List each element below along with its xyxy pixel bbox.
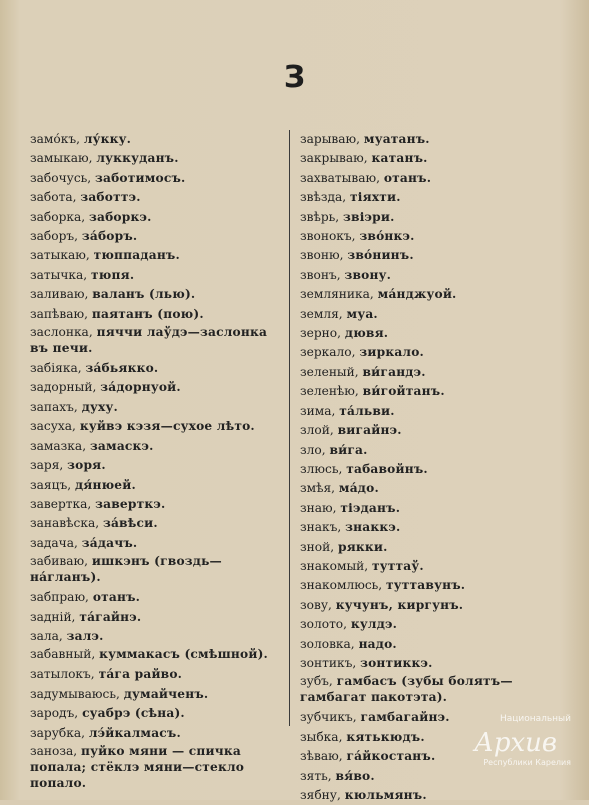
dictionary-entry [30,514,282,533]
entry-translation: тіяхти. [350,190,401,205]
dictionary-entry [300,518,562,537]
entry-translation: звону. [344,267,392,282]
entry-headword: задній, [30,609,76,624]
entry-headword: знакомлюсь, [300,578,383,593]
entry-headword: зову, [300,597,332,612]
dictionary-entry [30,534,282,553]
dictionary-entry [30,359,282,378]
entry-translation: вигайнэ. [337,423,402,438]
dictionary-entry [30,417,282,436]
entry-translation: за́вѣси. [102,516,158,531]
entry-headword: забочусь, [30,170,92,185]
archive-watermark [415,714,575,774]
dictionary-entry [30,608,282,627]
entry-headword: злой, [300,423,334,438]
entry-translation: луккуданъ. [96,151,179,166]
entry-headword: забіяка, [30,361,82,376]
dictionary-entry [30,149,282,168]
entry-headword: заливаю, [30,287,89,302]
entry-translation: за́боръ. [81,229,138,244]
dictionary-entry [300,596,562,615]
dictionary-entry [300,538,562,557]
entry-translation: тюпя. [91,267,135,282]
entry-translation: знаккэ. [345,520,401,535]
entry-headword: земля, [300,306,343,321]
entry-translation: лэ́йкалмасъ. [88,725,181,740]
entry-headword: зять, [300,768,332,783]
entry-translation: вя́во. [335,768,375,783]
entry-headword: забпраю, [30,590,89,605]
entry-translation: надо. [358,636,397,651]
dictionary-entry [30,495,282,514]
dictionary-entry [30,476,282,495]
dictionary-entry [30,685,282,704]
entry-translation: ма́нджуой. [377,287,457,302]
dictionary-entry [300,188,562,207]
entry-translation: залэ. [66,628,104,643]
entry-headword: заря, [30,458,64,473]
watermark-logo-text: Архив [474,728,557,758]
entry-translation: паятанъ (пою). [91,306,204,321]
entry-translation: кулдэ. [350,617,398,632]
dictionary-entry [30,324,282,356]
entry-translation: заботтэ. [80,190,141,205]
dictionary-entry [300,635,562,654]
dictionary-entry [300,557,562,576]
dictionary-entry [300,130,562,149]
entry-headword: забиваю, [30,554,88,569]
dictionary-entry [30,437,282,456]
dictionary-entry [30,743,282,791]
entry-headword: змѣя, [300,481,336,496]
entry-headword: заборка, [30,209,86,224]
entry-translation: ви́гандэ. [362,364,426,379]
entry-translation: думайченъ. [123,686,209,701]
dictionary-entry [300,673,562,705]
column-divider [289,130,290,726]
entry-translation: куйвэ кэзя—сухое лѣто. [79,419,255,434]
watermark-sub-text: Республики Карелия [483,758,571,767]
entry-translation: пяччи лаўдэ—заслонка въ печи. [30,325,268,356]
entry-translation: заборкэ. [89,209,152,224]
entry-headword: затылокъ, [30,667,95,682]
entry-headword: зубъ, [300,674,333,689]
entry-headword: звѣрь, [300,209,340,224]
dictionary-entry [30,646,282,662]
dictionary-entry [300,208,562,227]
watermark-top-text: Национальный [499,714,571,724]
entry-headword: зябну, [300,788,341,802]
dictionary-entry [300,402,562,421]
dictionary-entry [300,421,562,440]
entry-headword: завертка, [30,496,92,511]
dictionary-entry [300,576,562,595]
entry-translation: пуйко мяни — спичка попала; стёклэ мяни—стекло попало. [30,743,245,790]
entry-headword: звонокъ, [300,229,356,244]
dictionary-entry [300,499,562,518]
entry-translation: куммакасъ (смѣшной). [99,647,269,662]
entry-translation: дя́нюей. [74,477,136,492]
dictionary-entry [30,266,282,285]
left-column [30,130,282,794]
entry-translation: рякки. [337,539,388,554]
entry-headword: зубчикъ, [300,710,357,725]
entry-headword: заяцъ, [30,477,72,492]
entry-headword: замыкаю, [30,151,93,166]
entry-headword: знаю, [300,500,337,515]
dictionary-entry [30,553,282,585]
entry-translation: ишкэнъ (гвоздь—на́гланъ). [30,554,222,585]
dictionary-entry [30,188,282,207]
entry-translation: лу́кку. [83,132,132,146]
entry-translation: кятькюдъ. [346,729,425,744]
dictionary-entry [30,704,282,723]
entry-headword: забота, [30,190,77,205]
right-column [300,130,562,805]
dictionary-entry [300,786,562,805]
entry-translation: валанъ (лью). [92,287,196,302]
entry-headword: зонтикъ, [300,655,357,670]
entry-headword: зала, [30,628,63,643]
entry-headword: зерно, [300,326,341,341]
entry-headword: занавѣска, [30,516,100,531]
dictionary-entry [30,456,282,475]
entry-translation: гамбагайнэ. [360,710,450,725]
entry-headword: злюсь, [300,461,343,476]
entry-headword: забавный, [30,647,96,662]
entry-translation: туттаў. [372,558,424,573]
entry-headword: зарываю, [300,132,361,146]
dictionary-entry [30,378,282,397]
entry-headword: знакъ, [300,520,342,535]
dictionary-entry [300,305,562,324]
entry-headword: зеленый, [300,364,359,379]
entry-translation: табавойнъ. [346,461,428,476]
entry-translation: за́дачъ. [81,535,138,550]
entry-headword: зыбка, [300,729,343,744]
entry-headword: захватываю, [300,170,380,185]
dictionary-entry [300,149,562,168]
entry-headword: золовка, [300,636,355,651]
dictionary-entry [300,169,562,188]
entry-translation: гамбасъ (зубы болятъ— гамбагат пакотэта). [300,674,513,705]
dictionary-entry [300,285,562,304]
entry-translation: за́дорнуой. [100,380,181,395]
entry-translation: ви́гойтанъ. [362,384,445,399]
dictionary-entry [300,266,562,285]
entry-translation: туттавунъ. [386,578,466,593]
entry-headword: закрываю, [300,151,368,166]
dictionary-entry [300,363,562,382]
entry-headword: задорный, [30,380,97,395]
entry-translation: суабрэ (сѣна). [82,706,185,721]
entry-translation: та́льви. [339,403,395,418]
entry-headword: зѣваю, [300,749,343,764]
entry-headword: заноза, [30,743,78,758]
entry-translation: та́гайнэ. [79,609,142,624]
entry-headword: зеркало, [300,345,356,360]
entry-translation: за́бьякко. [85,361,159,376]
entry-translation: кучунъ, киргунъ. [335,597,464,612]
entry-translation: муатанъ. [363,132,430,146]
dictionary-entry [300,479,562,498]
entry-translation: та́га райво. [98,667,183,682]
entry-headword: зной, [300,539,335,554]
entry-translation: катанъ. [371,151,428,166]
entry-translation: га́йкостанъ. [346,749,436,764]
entry-translation: кюльмянъ. [344,788,427,802]
entry-translation: зонтиккэ. [360,655,433,670]
dictionary-entry [30,665,282,684]
entry-headword: зарубка, [30,725,85,740]
entry-headword: засуха, [30,419,76,434]
dictionary-entry [300,441,562,460]
entry-translation: зво́нинъ. [347,248,414,263]
entry-headword: заборъ, [30,229,79,244]
entry-headword: звоню, [300,248,344,263]
entry-headword: затыкаю, [30,248,90,263]
dictionary-entry [300,382,562,401]
entry-translation: духу. [81,399,118,414]
dictionary-entry [30,627,282,646]
entry-headword: затычка, [30,267,88,282]
entry-headword: замо́къ, [30,132,80,146]
section-letter: З [283,60,306,95]
entry-translation: звіэри. [343,209,395,224]
entry-translation: отанъ. [92,590,141,605]
dictionary-entry [30,305,282,324]
dictionary-entry [30,169,282,188]
entry-headword: звонъ, [300,267,341,282]
entry-headword: зло, [300,442,326,457]
dictionary-entry [30,130,282,149]
entry-headword: заслонка, [30,325,93,340]
dictionary-entry [300,460,562,479]
entry-translation: ма́до. [338,481,379,496]
dictionary-entry [300,615,562,634]
entry-headword: зеленѣю, [300,384,359,399]
entry-translation: замаскэ. [89,438,154,453]
entry-headword: знакомый, [300,558,369,573]
entry-headword: запѣваю, [30,306,88,321]
dictionary-entry [30,724,282,743]
dictionary-entry [30,285,282,304]
entry-headword: земляника, [300,287,374,302]
entry-translation: тюппаданъ. [93,248,180,263]
entry-headword: зародъ, [30,706,79,721]
dictionary-entry [300,654,562,673]
entry-headword: зима, [300,403,336,418]
dictionary-entry [300,324,562,343]
entry-translation: зво́нкэ. [359,229,415,244]
entry-headword: золото, [300,617,348,632]
entry-translation: заверткэ. [95,496,166,511]
entry-headword: запахъ, [30,399,78,414]
entry-translation: заботимосъ. [95,170,186,185]
dictionary-entry [30,227,282,246]
entry-translation: ви́га. [329,442,368,457]
entry-headword: замазка, [30,438,87,453]
entry-translation: отанъ. [383,170,432,185]
entry-translation: тіэданъ. [340,500,401,515]
entry-headword: задача, [30,535,78,550]
dictionary-entry [300,246,562,265]
dictionary-entry [300,343,562,362]
dictionary-entry [30,588,282,607]
entry-headword: звѣзда, [300,190,347,205]
entry-translation: дювя. [344,326,389,341]
entry-translation: зоря. [67,458,106,473]
entry-headword: задумываюсь, [30,686,120,701]
entry-translation: зиркало. [359,345,424,360]
dictionary-entry [300,227,562,246]
dictionary-entry [30,208,282,227]
dictionary-entry [30,398,282,417]
entry-translation: муа. [346,306,378,321]
dictionary-entry [30,246,282,265]
